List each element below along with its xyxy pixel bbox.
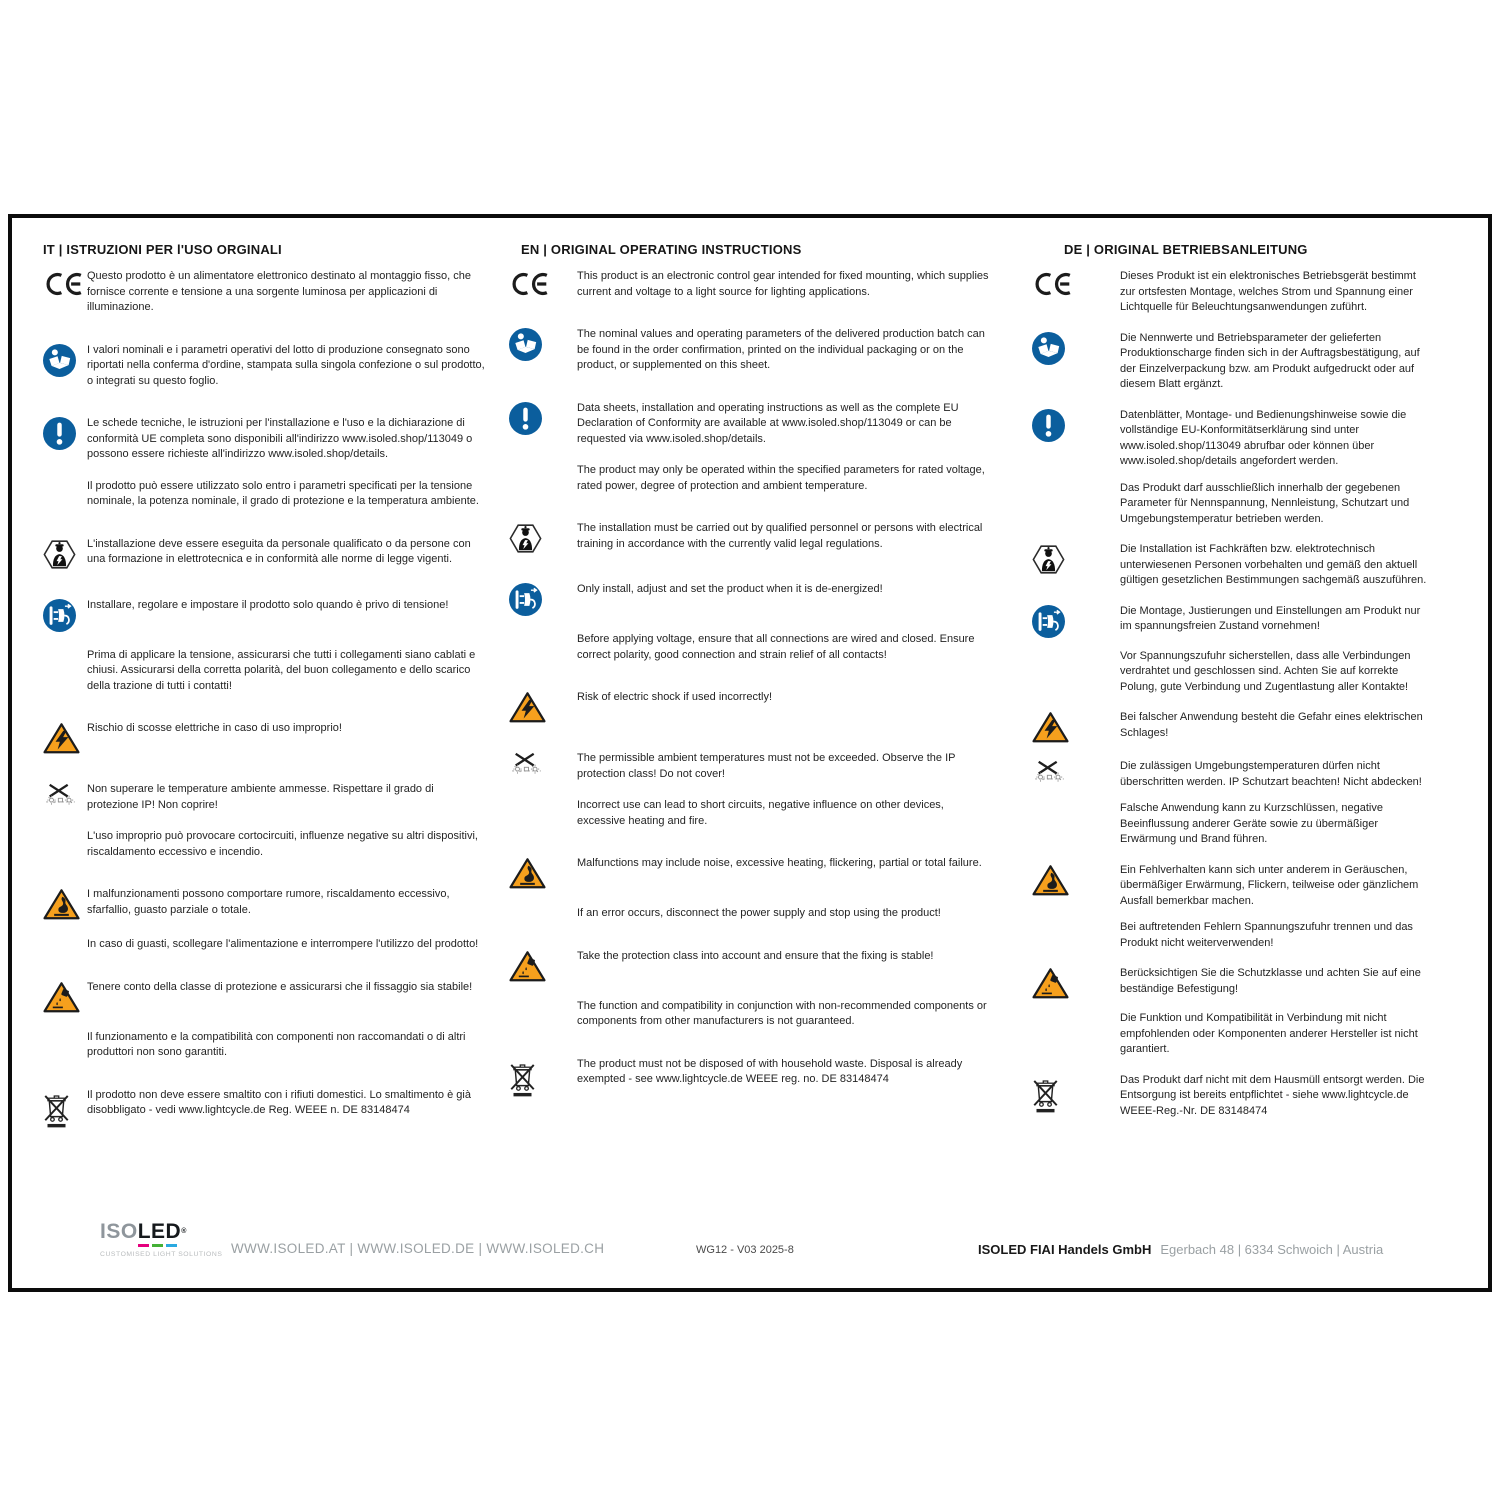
instruction-item <box>1032 604 1434 638</box>
icon-spacer <box>43 1030 87 1031</box>
stability-warning-icon <box>43 980 87 1014</box>
instruction-item <box>1032 966 1434 1000</box>
logo-color-bars <box>138 1244 222 1247</box>
instruction-item <box>43 598 485 632</box>
instruction-item <box>1032 481 1434 528</box>
column-en <box>509 242 989 1098</box>
instruction-text: Die Funktion und Kompatibilität in Verbindung mit nicht empfohlenden oder Komponenten anderer Hersteller ist nicht garantiert. <box>1120 1012 1418 1055</box>
instruction-item <box>509 463 989 494</box>
footer <box>12 1220 1488 1286</box>
mandatory-attention-icon <box>509 401 577 435</box>
instruction-text: In caso di guasti, scollegare l'alimentazione e interrompere l'utilizzo del prodotto! <box>87 938 479 950</box>
icon-spacer <box>1032 920 1120 921</box>
instruction-item <box>509 632 989 663</box>
icon-spacer <box>43 937 87 938</box>
weee-disposal-icon <box>1032 1073 1120 1114</box>
instruction-text: Das Produkt darf nicht mit dem Hausmüll entsorgt werden. Die Entsorgung ist bereits entpflichtet - siehe www.lightcycle.de WEEE-Reg.-Nr. DE 83148474 <box>1120 1073 1425 1117</box>
instruction-item <box>1032 759 1434 790</box>
instruction-text: Malfunctions may include noise, excessive heating, flickering, partial or total failure. <box>577 857 982 869</box>
instruction-text: If an error occurs, disconnect the power supply and stop using the product! <box>577 907 941 919</box>
instruction-item <box>43 829 485 860</box>
weee-disposal-icon <box>43 1088 87 1129</box>
instruction-text: Die Montage, Justierungen und Einstellungen am Produkt nur im spannungsfreien Zustand vornehmen! <box>1120 604 1421 632</box>
ce-mark-icon <box>1032 269 1120 296</box>
mandatory-attention-icon <box>1032 408 1120 442</box>
logo-led-text: LED <box>137 1220 182 1243</box>
instruction-text: Die Installation ist Fachkräften bzw. elektrotechnisch unterwiesenen Personen vorbehalten und gemäß den aktuell gültigen gesetzlichen Bestimmungen sachgemäß auszuführen. <box>1120 543 1427 586</box>
company-name: ISOLED FIAI Handels GmbH <box>978 1242 1152 1257</box>
instruction-item <box>1032 801 1434 848</box>
instruction-item <box>1032 863 1434 910</box>
fire-hazard-warning-icon <box>1032 863 1120 897</box>
icon-spacer <box>509 463 577 464</box>
instruction-item <box>509 856 989 890</box>
read-manual-icon <box>509 327 577 361</box>
instruction-text: Installare, regolare e impostare il prodotto solo quando è privo di tensione! <box>87 598 449 611</box>
logo-bar-blue <box>166 1244 177 1247</box>
instruction-text: Incorrect use can lead to short circuits, negative influence on other devices, excessive heating and fire. <box>577 799 944 827</box>
instruction-item <box>509 327 989 374</box>
instruction-item <box>1032 408 1434 470</box>
instruction-text: Non superare le temperature ambiente ammesse. Rispettare il grado di protezione IP! Non coprire! <box>87 783 434 811</box>
company-info <box>978 1242 1383 1257</box>
instruction-text: Bei falscher Anwendung besteht die Gefahr eines elektrischen Schlages! <box>1120 711 1423 739</box>
instruction-item <box>43 343 485 390</box>
logo-bar-green <box>152 1244 163 1247</box>
instruction-item <box>509 751 989 782</box>
instruction-text: Berücksichtigen Sie die Schutzklasse und achten Sie auf eine beständige Befestigung! <box>1120 967 1421 995</box>
column-header-it: IT | ISTRUZIONI PER l'USO ORGINALI <box>43 242 282 257</box>
instruction-item <box>509 949 989 983</box>
instruction-item <box>509 798 989 829</box>
instruction-item <box>1032 269 1434 316</box>
column-header-de: DE | ORIGINAL BETRIEBSANLEITUNG <box>1064 242 1308 257</box>
icon-spacer <box>509 798 577 799</box>
logo-iso-text: ISO <box>100 1220 138 1243</box>
icon-spacer <box>509 632 577 633</box>
mandatory-attention-icon <box>43 416 87 450</box>
instruction-item <box>509 521 989 555</box>
sheet-border <box>8 214 1492 1292</box>
instruction-item <box>43 721 485 755</box>
instruction-item <box>509 401 989 448</box>
qualified-electrician-icon <box>509 521 577 555</box>
instruction-item <box>43 479 485 510</box>
column-it <box>43 242 485 1129</box>
instruction-item <box>43 937 485 953</box>
instruction-text: The function and compatibility in conjunction with non-recommended components or components from other manufacturers is not guaranteed. <box>577 999 987 1027</box>
instruction-item <box>1032 649 1434 696</box>
instruction-item <box>1032 542 1434 589</box>
ce-mark-icon <box>509 269 577 296</box>
document-code: WG12 - V03 2025-8 <box>696 1244 794 1256</box>
icon-spacer <box>1032 481 1120 482</box>
instruction-text: The product may only be operated within the specified parameters for rated voltage, rated power, degree of protection and ambient temperature. <box>577 464 985 492</box>
stability-warning-icon <box>509 949 577 983</box>
fire-hazard-warning-icon <box>509 856 577 890</box>
icon-spacer <box>43 479 87 480</box>
electric-shock-warning-icon <box>509 690 577 724</box>
instruction-text: This product is an electronic control gear intended for fixed mounting, which supplies current and voltage to a light source for lighting applications. <box>577 270 989 298</box>
instruction-text: Il prodotto può essere utilizzato solo entro i parametri specificati per la tensione nominale, la potenza nominale, il grado di protezione e la temperatura ambiente. <box>87 479 479 507</box>
icon-spacer <box>43 829 87 830</box>
instruction-item <box>1032 920 1434 951</box>
instruction-item <box>1032 331 1434 393</box>
instruction-text: Le schede tecniche, le istruzioni per l'installazione e l'uso e la dichiarazione di conformità UE completa sono disponibili all'indirizzo www.isoled.shop/113049 o possono essere richieste all'indirizzo www.isoled.shop/details. <box>87 417 473 460</box>
instruction-text: I malfunzionamenti possono comportare rumore, riscaldamento eccessivo, sfarfallio, guasto parziale o totale. <box>87 888 450 916</box>
stability-warning-icon <box>1032 966 1120 1000</box>
column-header-en: EN | ORIGINAL OPERATING INSTRUCTIONS <box>521 242 802 257</box>
instruction-item <box>509 906 989 922</box>
icon-spacer <box>1032 801 1120 802</box>
instruction-text: Vor Spannungszufuhr sicherstellen, dass alle Verbindungen verdrahtet und geschlossen sind. Achten Sie auf korrekte Polung, gute Verbindung und Zugentlastung aller Kontakte! <box>1120 649 1411 693</box>
icon-spacer <box>1032 649 1120 650</box>
disconnect-power-icon <box>1032 604 1120 638</box>
disconnect-power-icon <box>43 598 87 632</box>
ambient-temperature-icon <box>1032 759 1120 787</box>
fire-hazard-warning-icon <box>43 887 87 921</box>
instruction-text: Ein Fehlverhalten kann sich unter anderem in Geräuschen, übermäßiger Erwärmung, Flickern, teilweise oder gänzlichem Ausfall bemerkbar machen. <box>1120 863 1419 907</box>
instruction-text: Rischio di scosse elettriche in caso di uso improprio! <box>87 722 342 734</box>
instruction-text: Das Produkt darf ausschließlich innerhalb der gegebenen Parameter für Nennspannung, Nennleistung, Schutzart und Umgebungstemperatur betrieben werden. <box>1120 481 1410 525</box>
instruction-text: Il prodotto non deve essere smaltito con i rifiuti domestici. Lo smaltimento è già disobbligato - vedi www.lightcycle.de Reg. WEEE n. DE 83148474 <box>87 1088 471 1116</box>
icon-spacer <box>43 648 87 649</box>
registered-mark: ® <box>181 1228 187 1235</box>
instruction-text: The product must not be disposed of with household waste. Disposal is already exempted - see www.lightcycle.de WEEE reg. no. DE 83148474 <box>577 1057 963 1085</box>
disconnect-power-icon <box>509 582 577 616</box>
icon-spacer <box>509 906 577 907</box>
instruction-text: Risk of electric shock if used incorrectly! <box>577 691 773 703</box>
instruction-text: Tenere conto della classe di protezione e assicurarsi che il fissaggio sia stabile! <box>87 980 473 993</box>
instruction-text: Il funzionamento e la compatibilità con componenti non raccomandati o di altri produttori non sono garantiti. <box>87 1030 466 1058</box>
icon-spacer <box>1032 1011 1120 1012</box>
instruction-item <box>1032 1073 1434 1120</box>
ce-mark-icon <box>43 269 87 296</box>
instruction-item <box>43 1030 485 1061</box>
icon-spacer <box>509 999 577 1000</box>
instruction-item <box>43 887 485 921</box>
ambient-temperature-icon <box>509 751 577 779</box>
instruction-item <box>43 648 485 695</box>
instruction-text: I valori nominali e i parametri operativi del lotto di produzione consegnato sono riportati nella conferma d'ordine, stampata sulla singola confezione o sul prodotto, o integrati su questo foglio. <box>87 343 485 387</box>
column-de <box>1032 242 1434 1119</box>
instruction-item <box>43 416 485 463</box>
instruction-text: Die zulässigen Umgebungstemperaturen dürfen nicht überschritten werden. IP Schutzart beachten! Nicht abdecken! <box>1120 760 1422 788</box>
weee-disposal-icon <box>509 1057 577 1098</box>
read-manual-icon <box>43 343 87 377</box>
website-links: WWW.ISOLED.AT | WWW.ISOLED.DE | WWW.ISOLED.CH <box>231 1241 605 1256</box>
logo-bar-magenta <box>138 1244 149 1247</box>
instruction-text: Falsche Anwendung kann zu Kurzschlüssen, negative Beeinflussung anderer Geräte sowie zu übermäßiger Erwärmung und Brand führen. <box>1120 802 1383 845</box>
instruction-text: Die Nennwerte und Betriebsparameter der gelieferten Produktionscharge finden sich in der Auftragsbestätigung, auf der Einzelverpackung bzw. am Produkt aufgedruckt oder auf diesem Blatt ergänzt. <box>1120 331 1420 390</box>
instruction-item <box>43 980 485 1014</box>
instruction-text: Bei auftretenden Fehlern Spannungszufuhr trennen und das Produkt nicht weiterverwenden! <box>1120 921 1413 949</box>
instruction-item <box>509 269 989 300</box>
instruction-text: Dieses Produkt ist ein elektronisches Betriebsgerät bestimmt zur ortsfesten Montage, welches Strom und Spannung einer Lichtquelle für Beleuchtungsanwendungen zuführt. <box>1120 270 1416 313</box>
instruction-text: The permissible ambient temperatures must not be exceeded. Observe the IP protection class! Do not cover! <box>577 752 956 780</box>
instruction-text: Prima di applicare la tensione, assicurarsi che tutti i collegamenti siano cablati e chiusi. Assicurarsi della corretta polarità, del buon collegamento e dello scarico della trazione di tutti i contatti! <box>87 648 476 692</box>
instruction-item <box>509 582 989 616</box>
isoled-logo-wordmark <box>100 1222 222 1242</box>
qualified-electrician-icon <box>43 537 87 571</box>
instruction-text: Datenblätter, Montage- und Bedienungshinweise sowie die vollständige EU-Konformitätserklärung sind unter www.isoled.shop/113049 abrufbar oder können über www.isoled.shop/details angefordert werden. <box>1120 408 1407 467</box>
instruction-item <box>43 269 485 316</box>
instruction-text: The nominal values and operating parameters of the delivered production batch can be found in the order confirmation, printed on the individual packaging or on the product, or supplemented on this sheet. <box>577 328 985 371</box>
instruction-item <box>43 782 485 813</box>
instruction-text: Only install, adjust and set the product when it is de-energized! <box>577 583 883 595</box>
ambient-temperature-icon <box>43 782 87 810</box>
isoled-logo <box>100 1222 222 1258</box>
instruction-text: Take the protection class into account and ensure that the fixing is stable! <box>577 949 934 962</box>
instruction-text: Questo prodotto è un alimentatore elettronico destinato al montaggio fisso, che fornisce corrente e tensione a una sorgente luminosa per applicazioni di illuminazione. <box>87 270 472 313</box>
instruction-item <box>43 1088 485 1129</box>
instruction-text: L'installazione deve essere eseguita da personale qualificato o da persone con una formazione in elettrotecnica e in conformità alle norme di legge vigenti. <box>87 537 471 565</box>
instruction-item <box>509 690 989 724</box>
read-manual-icon <box>1032 331 1120 365</box>
instruction-item <box>43 537 485 571</box>
instruction-item <box>1032 1011 1434 1058</box>
instruction-text: Before applying voltage, ensure that all connections are wired and closed. Ensure correct polarity, good connection and strain relief of all contacts! <box>577 633 975 661</box>
instruction-text: The installation must be carried out by qualified personnel or persons with electrical training in accordance with the currently valid legal regulations. <box>577 522 983 550</box>
instruction-item <box>509 999 989 1030</box>
qualified-electrician-icon <box>1032 542 1120 576</box>
instruction-item <box>1032 710 1434 744</box>
company-address: Egerbach 48 | 6334 Schwoich | Austria <box>1160 1242 1384 1257</box>
logo-tagline: CUSTOMISED LIGHT SOLUTIONS <box>100 1251 223 1258</box>
instruction-item <box>509 1057 989 1098</box>
instruction-text: Data sheets, installation and operating instructions as well as the complete EU Declaration of Conformity are available at www.isoled.shop/113049 or can be requested via www.isoled.shop/details. <box>577 401 959 445</box>
electric-shock-warning-icon <box>1032 710 1120 744</box>
instruction-text: L'uso improprio può provocare cortocircuiti, influenze negative su altri dispositivi, riscaldamento eccessivo e incendio. <box>87 830 478 858</box>
electric-shock-warning-icon <box>43 721 87 755</box>
